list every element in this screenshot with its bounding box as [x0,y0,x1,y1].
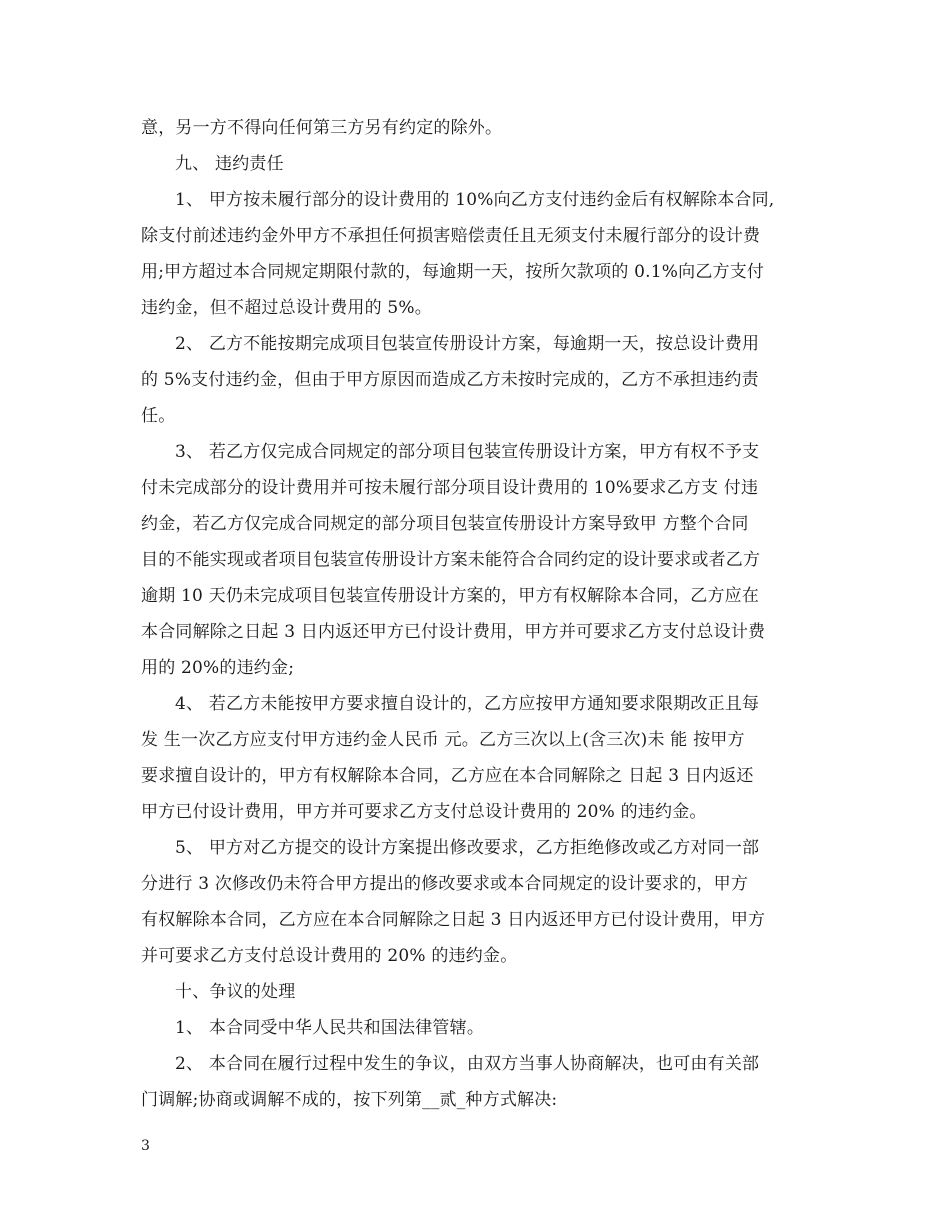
text-line: 并可要求乙方支付总设计费用的 20% 的违约金。 [141,946,518,966]
text-line: 除支付前述违约金外甲方不承担任何损害赔偿责任且无须支付未履行部分的设计费 [141,226,761,246]
text-line: 用的 20%的违约金; [141,658,295,678]
text-line: 甲方已付设计费用，甲方并可要求乙方支付总设计费用的 20% 的违约金。 [141,802,707,822]
text-line: 2、 本合同在履行过程中发生的争议，由双方当事人协商解决，也可由有关部 [175,1054,760,1074]
text-line: 4、 若乙方未能按甲方要求擅自设计的，乙方应按甲方通知要求限期改正且每 [175,694,760,714]
text-line: 用;甲方超过本合同规定期限付款的，每逾期一天，按所欠款项的 0.1%向乙方支付 [141,262,765,282]
text-line: 目的不能实现或者项目包装宣传册设计方案未能符合合同约定的设计要求或者乙方 [141,550,761,570]
text-line: 发 生一次乙方应支付甲方违约金人民币 元。乙方三次以上(含三次)未 能 按甲方 [141,730,745,750]
text-line: 1、 本合同受中华人民共和国法律管辖。 [175,1018,485,1038]
section-heading-dispute-resolution: 十、争议的处理 [175,982,296,1002]
text-line: 有权解除本合同，乙方应在本合同解除之日起 3 日内返还甲方已付设计费用，甲方 [141,910,766,930]
text-line: 2、 乙方不能按期完成项目包装宣传册设计方案，每逾期一天，按总设计费用 [175,334,760,354]
text-line: 分进行 3 次修改仍未符合甲方提出的修改要求或本合同规定的设计要求的，甲方 [141,874,749,894]
text-line: 本合同解除之日起 3 日内返还甲方已付设计费用，甲方并可要求乙方支付总设计费 [141,622,766,642]
text-line: 违约金，但不超过总设计费用的 5%。 [141,298,432,318]
page-number: 3 [141,1138,150,1154]
text-line: 门调解;协商或调解不成的，按下列第__贰_种方式解决: [141,1090,558,1110]
text-line: 的 5%支付违约金，但由于甲方原因而造成乙方未按时完成的，乙方不承担违约责 [141,370,759,390]
text-line: 5、 甲方对乙方提交的设计方案提出修改要求，乙方拒绝修改或乙方对同一部 [175,838,760,858]
text-line: 付未完成部分的设计费用并可按未履行部分项目设计费用的 10%要求乙方支 付违 [141,478,759,498]
text-line: 任。 [141,406,176,426]
text-line: 逾期 10 天仍未完成项目包装宣传册设计方案的，甲方有权解除本合同，乙方应在 [141,586,760,606]
text-line: 3、 若乙方仅完成合同规定的部分项目包装宣传册设计方案，甲方有权不予支 [175,442,760,462]
text-line: 意，另一方不得向任何第三方另有约定的除外。 [141,118,503,138]
text-line: 要求擅自设计的，甲方有权解除本合同，乙方应在本合同解除之 日起 3 日内返还 [141,766,754,786]
text-line: 1、 甲方按未履行部分的设计费用的 10%向乙方支付违约金后有权解除本合同, [175,190,775,210]
text-line: 约金，若乙方仅完成合同规定的部分项目包装宣传册设计方案导致甲 方整个合同 [141,514,749,534]
section-heading-breach-liability: 九、 违约责任 [175,154,284,174]
